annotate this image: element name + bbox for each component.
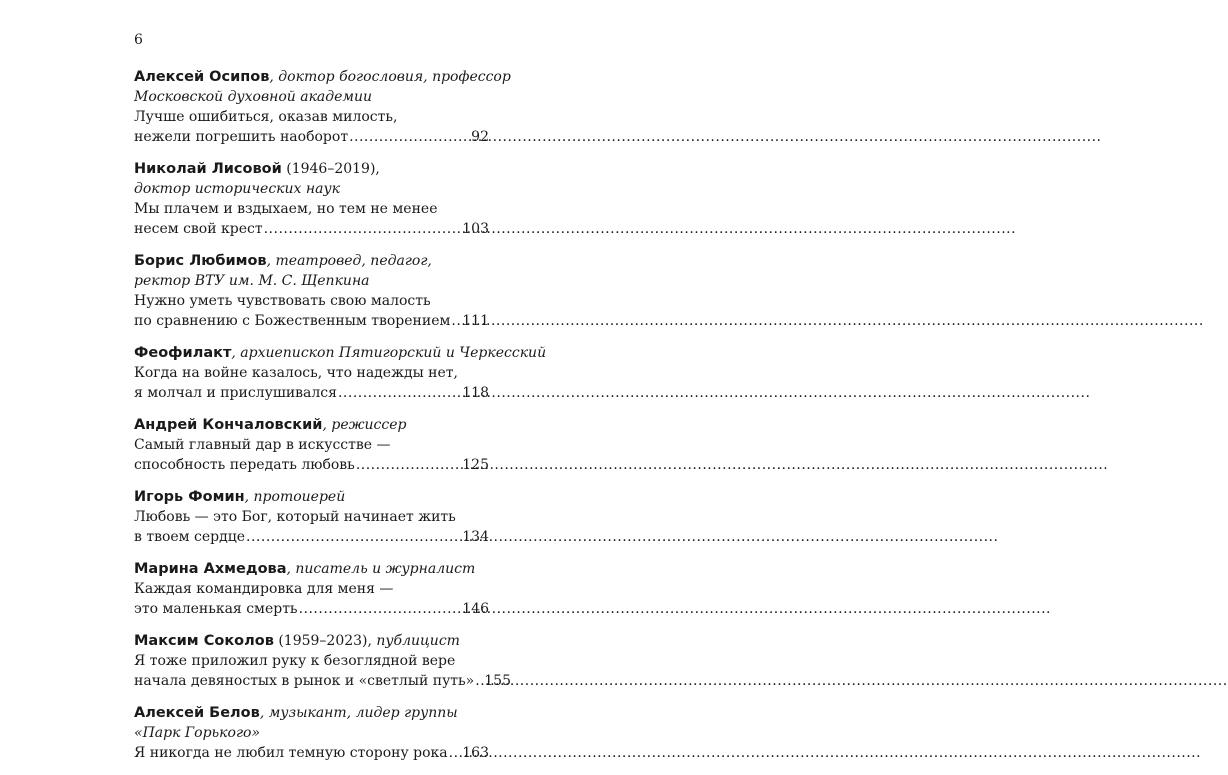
- dot-leader: [264, 219, 462, 239]
- entry-title-line: Самый главный дар в искусстве —: [134, 437, 391, 453]
- author-role: , протоиерей: [244, 489, 346, 505]
- entry-title-last-line: [134, 219, 489, 239]
- author-role: , доктор богословия, профессор: [269, 69, 511, 85]
- author-role-continued: доктор исторических наук: [134, 181, 340, 197]
- entry-page-number: 111: [462, 313, 489, 329]
- author-role: публицист: [371, 633, 460, 649]
- entry-title-end: начала девяностых в рынок и «светлый путь»: [134, 673, 475, 689]
- entry-title-end: я молчал и прислушивался: [134, 385, 337, 401]
- entry-title-end: по сравнению с Божественным творением: [134, 313, 451, 329]
- author-name: Николай Лисовой: [134, 161, 282, 177]
- author-role-continued: Московской духовной академии: [134, 89, 373, 105]
- entry-author-line: [134, 559, 489, 579]
- author-years: (1959–2023),: [273, 633, 372, 649]
- entry-author-line: [134, 67, 511, 87]
- entry-title-last-line: [134, 743, 489, 763]
- toc-entry: [134, 415, 489, 475]
- entry-title-last-line: [134, 527, 489, 547]
- toc-entry: [134, 159, 489, 239]
- entry-page-number: 103: [462, 221, 489, 237]
- entry-title-end: нежели погрешить наоборот: [134, 129, 349, 145]
- dot-leader: [246, 527, 461, 547]
- toc-entry: [134, 487, 489, 547]
- dot-leader: [338, 383, 461, 403]
- author-name: Максим Соколов: [134, 633, 274, 649]
- entry-page-number: 155: [484, 673, 511, 689]
- entry-page-number: 146: [462, 601, 489, 617]
- dot-leader: [449, 743, 462, 763]
- dot-leader: [349, 127, 470, 147]
- entry-title-line: Лучше ошибиться, оказав милость,: [134, 109, 398, 125]
- table-of-contents: [134, 67, 547, 775]
- entry-title-end: это маленькая смерть: [134, 601, 298, 617]
- entry-author-line: [134, 159, 489, 179]
- entry-title-last-line: [134, 455, 489, 475]
- entry-title-end: в твоем сердце: [134, 529, 246, 545]
- entry-page-number: 118: [462, 385, 489, 401]
- toc-entry: [134, 343, 547, 403]
- author-name: Борис Любимов: [134, 253, 267, 269]
- entry-author-line: [134, 251, 489, 271]
- entry-title-line: Мы плачем и вздыхаем, но тем не менее: [134, 201, 438, 217]
- entry-title-line: Я тоже приложил руку к безоглядной вере: [134, 653, 456, 669]
- toc-entry: [134, 559, 489, 619]
- author-name: Феофилакт: [134, 345, 232, 361]
- entry-author-line: [134, 343, 547, 363]
- entry-title-last-line: [134, 383, 489, 403]
- toc-entry: [134, 703, 489, 763]
- author-role: , театровед, педагог,: [266, 253, 432, 269]
- entry-author-line: [134, 631, 489, 651]
- toc-entry: [134, 251, 489, 331]
- author-role-continued: «Парк Горького»: [134, 725, 261, 741]
- dot-leader: [451, 311, 461, 331]
- entry-page-number: 92: [471, 129, 489, 145]
- entry-title-last-line: [134, 671, 511, 691]
- entry-page-number: 134: [462, 529, 489, 545]
- dot-leader: [475, 671, 483, 691]
- author-role: , писатель и журналист: [286, 561, 476, 577]
- entry-title-end: Я никогда не любил темную сторону рока: [134, 745, 448, 761]
- entry-title-last-line: [134, 311, 489, 331]
- entry-title-end: способность передать любовь: [134, 457, 355, 473]
- entry-page-number: 163: [462, 745, 489, 761]
- entry-author-line: [134, 415, 489, 435]
- entry-title-last-line: [134, 599, 489, 619]
- author-name: Марина Ахмедова: [134, 561, 287, 577]
- entry-title-line: Когда на войне казалось, что надежды нет,: [134, 365, 458, 381]
- author-role: , режиссер: [322, 417, 407, 433]
- entry-title-line: Нужно уметь чувствовать свою малость: [134, 293, 431, 309]
- author-years: (1946–2019),: [281, 161, 380, 177]
- entry-page-number: 125: [462, 457, 489, 473]
- author-role: , музыкант, лидер группы: [259, 705, 458, 721]
- author-name: Андрей Кончаловский: [134, 417, 323, 433]
- page-number: 6: [134, 32, 143, 48]
- entry-title-last-line: [134, 127, 489, 147]
- entry-title-line: Любовь — это Бог, который начинает жить: [134, 509, 456, 525]
- author-name: Игорь Фомин: [134, 489, 245, 505]
- dot-leader: [356, 455, 461, 475]
- entry-title-end: несем свой крест: [134, 221, 263, 237]
- author-name: Алексей Осипов: [134, 69, 270, 85]
- author-name: Алексей Белов: [134, 705, 260, 721]
- toc-entry: [134, 67, 511, 147]
- entry-title-line: Каждая командировка для меня —: [134, 581, 394, 597]
- author-role-continued: ректор ВТУ им. М. С. Щепкина: [134, 273, 370, 289]
- dot-leader: [299, 599, 462, 619]
- author-role: , архиепископ Пятигорский и Черкесский: [231, 345, 547, 361]
- entry-author-line: [134, 487, 489, 507]
- entry-author-line: [134, 703, 489, 723]
- toc-entry: [134, 631, 511, 691]
